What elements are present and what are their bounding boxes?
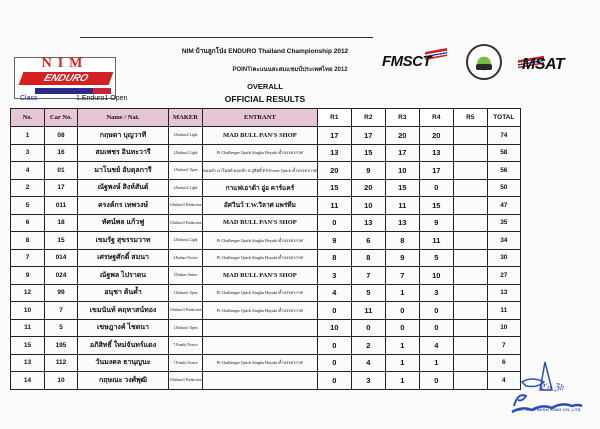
cell-r4: 1 — [419, 354, 453, 372]
cell-r1: 17 — [317, 127, 351, 145]
table-row — [11, 267, 521, 285]
cell-r4: 0 — [419, 319, 453, 337]
cell-r2: 11 — [351, 302, 385, 320]
header-r1: R1 — [317, 109, 351, 127]
cell-position: 6 — [11, 214, 45, 232]
cell-r4: 5 — [419, 249, 453, 267]
cell-entrant: ดอนลำ มาโนชย์ ดอกลัก ส.ภู่สิทธิ์ P.S.Power Quick ค้ำบรรยากาศ — [203, 162, 318, 180]
cell-r2: 6 — [351, 232, 385, 250]
cell-r1: 0 — [317, 302, 351, 320]
header-maker: MAKER — [169, 109, 203, 127]
cell-car-no: 7 — [45, 302, 78, 320]
table-row — [11, 232, 521, 250]
table-row — [11, 249, 521, 267]
cell-car-no: 195 — [45, 337, 78, 355]
table-row — [11, 214, 521, 232]
cell-maker: 5.Enduro Senior — [169, 267, 203, 285]
header-name: Name / Nat. — [78, 109, 169, 127]
cell-name: มาโนชย์ อับดุลการี — [78, 162, 169, 180]
cell-car-no: 10 — [45, 372, 78, 390]
cell-r3: 0 — [385, 319, 419, 337]
cell-name: ณัฐพล ไปราดน — [78, 267, 169, 285]
cell-r3: 17 — [385, 144, 419, 162]
cell-r5 — [453, 372, 487, 390]
cell-r5 — [453, 267, 487, 285]
cell-entrant — [203, 319, 318, 337]
cell-entrant: อัศวินว์ T.W.วิลาศ แพร่ทีม — [203, 197, 318, 215]
cell-r3: 13 — [385, 214, 419, 232]
cell-car-no: 99 — [45, 284, 78, 302]
cell-entrant: MAD BULL PAN'S SHOP — [203, 214, 318, 232]
cell-position: 15 — [11, 337, 45, 355]
cell-car-no: 024 — [45, 267, 78, 285]
cell-position: 13 — [11, 354, 45, 372]
table-row — [11, 179, 521, 197]
cell-r4: 0 — [419, 179, 453, 197]
cell-name: ณัฐพงษ์ สิงห์สันต์ — [78, 179, 169, 197]
overall-heading: OVERALL — [247, 82, 283, 91]
cell-r4: 17 — [419, 162, 453, 180]
table-row — [11, 302, 521, 320]
cell-maker: 1.Enduro1 Open — [169, 284, 203, 302]
cell-total: 11 — [487, 302, 520, 320]
cell-r4: 0 — [419, 372, 453, 390]
table-row — [11, 337, 521, 355]
cell-position: 10 — [11, 302, 45, 320]
cell-r2: 4 — [351, 354, 385, 372]
cell-entrant: MAD BULL PAN'S SHOP — [203, 127, 318, 145]
results-table — [10, 108, 521, 390]
cell-r3: 1 — [385, 284, 419, 302]
cell-total: 30 — [487, 249, 520, 267]
table-row — [11, 319, 521, 337]
cell-position: 9 — [11, 267, 45, 285]
cell-r4: 10 — [419, 267, 453, 285]
cell-maker: 2.Enduro2 Light — [169, 232, 203, 250]
header-r4: R4 — [419, 109, 453, 127]
cell-r1: 0 — [317, 214, 351, 232]
cell-total: 58 — [487, 144, 520, 162]
cell-r1: 10 — [317, 319, 351, 337]
cell-car-no: 16 — [45, 144, 78, 162]
cell-car-no: 01 — [45, 162, 78, 180]
table-row — [11, 284, 521, 302]
cell-entrant: Pt Challenger Quick Singha Hoyaki ค้ำบรรยากาศ — [203, 232, 318, 250]
cell-r1: 15 — [317, 179, 351, 197]
cell-r1: 11 — [317, 197, 351, 215]
cell-r3: 8 — [385, 232, 419, 250]
cell-r2: 20 — [351, 179, 385, 197]
cell-r4: 0 — [419, 302, 453, 320]
cell-maker: 7.Family Novice — [169, 354, 203, 372]
cell-position: 5 — [11, 197, 45, 215]
cell-r4: 3 — [419, 284, 453, 302]
cell-maker: 1.Enduro1 Open — [169, 162, 203, 180]
cell-r2: 13 — [351, 214, 385, 232]
cell-r2: 17 — [351, 127, 385, 145]
stamp-company-name: LAT GO FINISH KING CO.,LTD — [516, 407, 581, 412]
cell-name: วันมงคล ธานุญนะ — [78, 354, 169, 372]
nim-enduro-logo: NIM ENDURO — [14, 57, 116, 99]
cell-r3: 0 — [385, 302, 419, 320]
cell-position: 8 — [11, 232, 45, 250]
cell-r1: 0 — [317, 354, 351, 372]
cell-maker: 3.Enduro3 Production — [169, 302, 203, 320]
club-seal-logo — [466, 44, 502, 80]
table-row — [11, 354, 521, 372]
cell-maker: 3.Enduro3 Production — [169, 197, 203, 215]
cell-r4: 9 — [419, 214, 453, 232]
official-results-heading: OFFICIAL RESULTS — [224, 94, 306, 104]
cell-total: 34 — [487, 232, 520, 250]
header-rule — [80, 37, 373, 38]
cell-r3: 1 — [385, 354, 419, 372]
cell-car-no: 5 — [45, 319, 78, 337]
cell-car-no: 011 — [45, 197, 78, 215]
cell-maker: 3.Enduro3 Production — [169, 214, 203, 232]
header-r5: R5 — [453, 109, 487, 127]
cell-entrant: Pt Challenger Quick Singha Hoyaki ค้ำบรรยากาศ — [203, 249, 318, 267]
cell-r3: 7 — [385, 267, 419, 285]
header-r2: R2 — [351, 109, 385, 127]
cell-total: 47 — [487, 197, 520, 215]
msat-logo: MSAT — [522, 56, 565, 73]
cell-r1: 9 — [317, 232, 351, 250]
fmsct-logo: FMSCT — [382, 53, 432, 70]
cell-total: 27 — [487, 267, 520, 285]
event-subtitle: POINT/คะแนนสะสมแชมป์ประเทศไทย 2012 — [232, 67, 348, 73]
cell-maker: 3.Enduro3 Production — [169, 372, 203, 390]
cell-name: ทัศน์พล แก้วฟู — [78, 214, 169, 232]
cell-r4: 15 — [419, 197, 453, 215]
cell-car-no: 08 — [45, 127, 78, 145]
cell-r3: 1 — [385, 372, 419, 390]
cell-r2: 10 — [351, 197, 385, 215]
cell-r5 — [453, 232, 487, 250]
header-total: TOTAL — [487, 109, 520, 127]
cell-total: 6 — [487, 354, 520, 372]
cell-maker: 2.Enduro2 Light — [169, 144, 203, 162]
cell-maker: 2.Enduro2 Light — [169, 127, 203, 145]
cell-r1: 8 — [317, 249, 351, 267]
cell-r1: 20 — [317, 162, 351, 180]
cell-position: 2 — [11, 179, 45, 197]
cell-total: 10 — [487, 319, 520, 337]
cell-r1: 0 — [317, 372, 351, 390]
cell-position: 4 — [11, 162, 45, 180]
cell-r5 — [453, 337, 487, 355]
cell-maker: 1.Enduro1 Open — [169, 319, 203, 337]
cell-r1: 0 — [317, 337, 351, 355]
cell-total: 74 — [487, 127, 520, 145]
cell-car-no: 15 — [45, 232, 78, 250]
cell-r5 — [453, 319, 487, 337]
signature: ℭ𝔫 ℨ𝔥 — [540, 383, 564, 393]
cell-entrant: Pt Challenger Quick Singha Hoyaki ค้ำบรรยากาศ — [203, 354, 318, 372]
cell-maker: 2.Enduro2 Light — [169, 179, 203, 197]
cell-entrant: MAD BULL PAN'S SHOP — [203, 267, 318, 285]
cell-name: อภิสิทธิ์ ใหม่จันทร์แดง — [78, 337, 169, 355]
cell-name: เศรษฐศักดิ์ สมนา — [78, 249, 169, 267]
cell-entrant — [203, 372, 318, 390]
cell-r5 — [453, 284, 487, 302]
cell-name: สมเพชร อินทะวารี — [78, 144, 169, 162]
cell-name: อนุชา ต้นค้ำ — [78, 284, 169, 302]
cell-position: 11 — [11, 319, 45, 337]
cell-maker: 4.Enduro Novice — [169, 249, 203, 267]
class-label: Class — [20, 95, 38, 102]
cell-r2: 8 — [351, 249, 385, 267]
cell-total: 13 — [487, 284, 520, 302]
cell-r4: 20 — [419, 127, 453, 145]
cell-name: กฤษณะ วงศ์พุฒิ — [78, 372, 169, 390]
cell-car-no: 17 — [45, 179, 78, 197]
cell-r2: 7 — [351, 267, 385, 285]
table-header-row — [11, 109, 521, 127]
cell-r3: 11 — [385, 197, 419, 215]
cell-r5 — [453, 354, 487, 372]
cell-r3: 1 — [385, 337, 419, 355]
cell-car-no: 18 — [45, 214, 78, 232]
cell-car-no: 112 — [45, 354, 78, 372]
cell-r1: 4 — [317, 284, 351, 302]
cell-position: 1 — [11, 127, 45, 145]
table-row — [11, 372, 521, 390]
cell-entrant: Pt Challenger Quick Singha Hoyaki ค้ำบรรยากาศ — [203, 284, 318, 302]
cell-r5 — [453, 197, 487, 215]
cell-r4: 4 — [419, 337, 453, 355]
cell-total: 4 — [487, 372, 520, 390]
cell-r3: 15 — [385, 179, 419, 197]
cell-name: เขมนันท์ คฤหาสน์ทอง — [78, 302, 169, 320]
cell-name: เขมรัฐ สุขรรมวาท — [78, 232, 169, 250]
cell-entrant — [203, 337, 318, 355]
cell-r5 — [453, 127, 487, 145]
cell-name: กฤษดา บุญวาที — [78, 127, 169, 145]
cell-position: 12 — [11, 284, 45, 302]
header-r3: R3 — [385, 109, 419, 127]
cell-position: 7 — [11, 249, 45, 267]
cell-name: ครงค์กร เทพวงษ์ — [78, 197, 169, 215]
cell-r1: 3 — [317, 267, 351, 285]
table-row — [11, 162, 521, 180]
header-no: No. — [11, 109, 45, 127]
header-car-no: Car No. — [45, 109, 78, 127]
event-title: NIM บ้านลูกโป่ง ENDURO Thailand Championship 2012 — [181, 48, 349, 55]
cell-r5 — [453, 302, 487, 320]
cell-total: 7 — [487, 337, 520, 355]
cell-r4: 13 — [419, 144, 453, 162]
table-row — [11, 127, 521, 145]
cell-r3: 10 — [385, 162, 419, 180]
cell-car-no: 014 — [45, 249, 78, 267]
header-entrant: ENTRANT — [203, 109, 318, 127]
cell-r5 — [453, 214, 487, 232]
table-row — [11, 197, 521, 215]
table-row — [11, 144, 521, 162]
cell-name: เขษฎางค์ ไชดนา — [78, 319, 169, 337]
cell-total: 56 — [487, 162, 520, 180]
cell-entrant: Pt Challenger Quick Singha Hoyaki ค้ำบรรยากาศ — [203, 302, 318, 320]
cell-maker: 7.Family Novice — [169, 337, 203, 355]
cell-entrant: กาแฟเอาต้า อู่อ คาร์แคร์ — [203, 179, 318, 197]
cell-r4: 11 — [419, 232, 453, 250]
cell-position: 14 — [11, 372, 45, 390]
cell-r5 — [453, 162, 487, 180]
cell-r2: 5 — [351, 284, 385, 302]
cell-r2: 0 — [351, 319, 385, 337]
cell-position: 3 — [11, 144, 45, 162]
cell-r5 — [453, 249, 487, 267]
cell-r3: 9 — [385, 249, 419, 267]
cell-entrant: Pt Challenger Quick Singha Hoyaki ค้ำบรรยากาศ — [203, 144, 318, 162]
cell-r2: 9 — [351, 162, 385, 180]
cell-r5 — [453, 144, 487, 162]
cell-r5 — [453, 179, 487, 197]
class-value: 1.Enduro1 Open — [76, 95, 128, 102]
cell-r1: 13 — [317, 144, 351, 162]
cell-r2: 3 — [351, 372, 385, 390]
cell-r3: 20 — [385, 127, 419, 145]
cell-r2: 15 — [351, 144, 385, 162]
cell-r2: 2 — [351, 337, 385, 355]
cell-total: 35 — [487, 214, 520, 232]
cell-total: 50 — [487, 179, 520, 197]
